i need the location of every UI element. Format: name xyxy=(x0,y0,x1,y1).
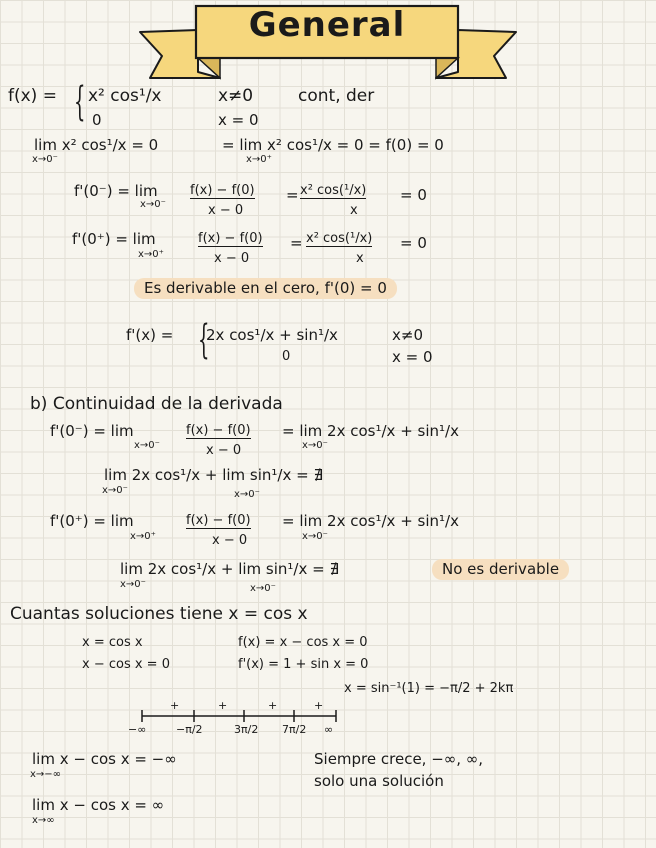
c-eq4: f'(x) = 1 + sin x = 0 xyxy=(238,657,369,672)
b-line2-sub2: x→0⁻ xyxy=(234,489,260,500)
b-line1-num: f(x) − f(0) xyxy=(186,423,251,438)
section-b-heading: b) Continuidad de la derivada xyxy=(30,394,283,414)
brace: { xyxy=(198,317,210,363)
b-line1-den: x − 0 xyxy=(206,443,242,458)
c-eq3: f(x) = x − cos x = 0 xyxy=(238,635,368,650)
c-eq5: x = sin⁻¹(1) = −π/2 + 2kπ xyxy=(344,681,514,696)
c-lim1-sub: x→−∞ xyxy=(30,769,62,780)
cond-2: x = 0 xyxy=(218,111,259,129)
b-line1-lhs: f'(0⁻) = lim xyxy=(50,422,134,440)
c-conclusion-1: Siempre crece, −∞, ∞, xyxy=(314,750,484,768)
deriv-left-num2: x² cos(¹/x) xyxy=(300,183,367,198)
sign-1: + xyxy=(170,699,180,712)
cont-der-note: cont, der xyxy=(298,86,375,106)
case-2: 0 xyxy=(92,111,102,129)
b-line4-sub2: x→0⁻ xyxy=(250,583,276,594)
deriv-right-result: = 0 xyxy=(400,234,427,252)
fprime-label: f'(x) = xyxy=(126,326,174,344)
deriv-right-sub: x→0⁺ xyxy=(138,249,164,260)
c-eq1: x = cos x xyxy=(82,635,143,650)
b-line3-den: x − 0 xyxy=(212,533,248,548)
deriv-right-den: x − 0 xyxy=(214,251,250,266)
fprime-cond-1: x≠0 xyxy=(392,326,423,344)
tick-label: 3π/2 xyxy=(234,723,259,736)
deriv-right-den2: x xyxy=(356,251,364,266)
b-line4-sub1: x→0⁻ xyxy=(120,579,146,590)
deriv-right-num: f(x) − f(0) xyxy=(198,231,263,246)
sign-2: + xyxy=(218,699,228,712)
c-lim2-sub: x→∞ xyxy=(32,815,55,826)
lim-right: = lim x² cos¹/x = 0 = f(0) = 0 xyxy=(222,136,444,154)
deriv-left-result: = 0 xyxy=(400,186,427,204)
sign-3: + xyxy=(268,699,278,712)
c-lim2: lim x − cos x = ∞ xyxy=(32,796,165,814)
deriv-right-num2: x² cos(¹/x) xyxy=(306,231,373,246)
c-lim1: lim x − cos x = −∞ xyxy=(32,750,177,768)
lim-right-sub: x→0⁺ xyxy=(246,154,272,165)
page-title: General xyxy=(248,5,406,45)
cond-1: x≠0 xyxy=(218,86,254,106)
fx-label: f(x) = xyxy=(8,86,57,106)
brace: { xyxy=(74,79,86,125)
fprime-cond-2: x = 0 xyxy=(392,348,433,366)
b-line3-lhs: f'(0⁺) = lim xyxy=(50,512,134,530)
b-line3-sub: x→0⁺ xyxy=(130,531,156,542)
deriv-left-eq: = xyxy=(286,186,299,204)
deriv-right-eq: = xyxy=(290,234,303,252)
deriv-left-den2: x xyxy=(350,203,358,218)
b-line3-rhs: = lim 2x cos¹/x + sin¹/x xyxy=(282,512,459,530)
tick-label: −π/2 xyxy=(176,723,203,736)
b-line1-rsub: x→0⁻ xyxy=(302,440,328,451)
b-line1-sub: x→0⁻ xyxy=(134,440,160,451)
lim-left-sub: x→0⁻ xyxy=(32,154,58,165)
tick-label: 7π/2 xyxy=(282,723,307,736)
lim-left: lim x² cos¹/x = 0 xyxy=(34,136,159,154)
case-1: x² cos¹/x xyxy=(88,86,162,106)
section-c-heading: Cuantas soluciones tiene x = cos x xyxy=(10,604,308,624)
c-conclusion-2: solo una solución xyxy=(314,772,444,790)
deriv-left-lhs: f'(0⁻) = lim xyxy=(74,182,158,200)
deriv-left-num: f(x) − f(0) xyxy=(190,183,255,198)
c-eq2: x − cos x = 0 xyxy=(82,657,170,672)
b-line3-rsub: x→0⁻ xyxy=(302,531,328,542)
fprime-case-2: 0 xyxy=(282,349,291,364)
deriv-left-sub: x→0⁻ xyxy=(140,199,166,210)
b-line3-num: f(x) − f(0) xyxy=(186,513,251,528)
deriv-left-den: x − 0 xyxy=(208,203,244,218)
tick-label: −∞ xyxy=(128,723,147,736)
not-derivable-highlight: No es derivable xyxy=(432,559,569,580)
tick-label: ∞ xyxy=(324,723,334,736)
b-line2-sub1: x→0⁻ xyxy=(102,485,128,496)
b-line1-rhs: = lim 2x cos¹/x + sin¹/x xyxy=(282,422,459,440)
b-line4: lim 2x cos¹/x + lim sin¹/x = ∄ xyxy=(120,560,339,578)
sign-4: + xyxy=(314,699,324,712)
deriv-right-lhs: f'(0⁺) = lim xyxy=(72,230,156,248)
fprime-case-1: 2x cos¹/x + sin¹/x xyxy=(206,326,338,344)
derivable-highlight: Es derivable en el cero, f'(0) = 0 xyxy=(134,278,397,299)
b-line2: lim 2x cos¹/x + lim sin¹/x = ∄ xyxy=(104,466,323,484)
